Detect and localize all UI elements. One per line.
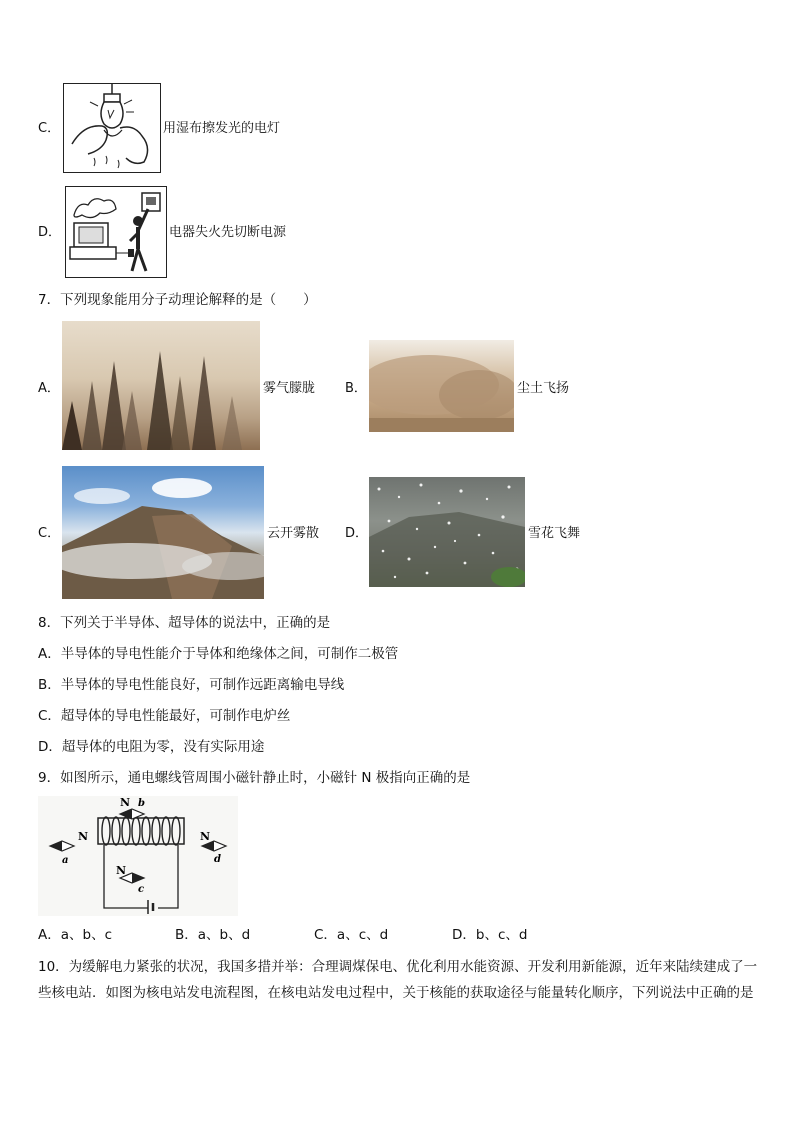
q9-stem: 9．如图所示，通电螺线管周围小磁针静止时，小磁针 N 极指向正确的是 <box>38 770 471 786</box>
hand-wiping-lamp-illustration <box>64 84 160 172</box>
forest-silhouette-icon <box>62 321 260 450</box>
q7-option-b-letter: B． <box>345 381 367 396</box>
snowflakes-icon <box>369 477 525 587</box>
q9-option-a: A．a、b、c <box>38 927 112 943</box>
q9-option-d: D．b、c、d <box>452 927 528 943</box>
q6-option-c-image <box>63 83 161 173</box>
q7-option-a-text: 雾气朦胧 <box>263 381 316 396</box>
q7-option-c-image-clouds-mountain <box>62 466 264 599</box>
person-switching-off-power-illustration <box>66 187 166 277</box>
q8-option-b: B．半导体的导电性能良好，可制作远距离输电导线 <box>38 677 345 693</box>
q9-solenoid-figure <box>38 796 238 916</box>
q9-n-label-c: N <box>116 864 127 877</box>
q7-option-d-letter: D． <box>345 526 369 541</box>
q6-option-d-text: 电器失火先切断电源 <box>169 225 287 240</box>
q7-stem: 7．下列现象能用分子动理论解释的是（ ） <box>38 292 317 308</box>
q7-option-d-text: 雪花飞舞 <box>528 526 581 541</box>
q6-option-c-letter: C． <box>38 121 61 136</box>
q9-label-b: b <box>138 798 145 809</box>
q9-option-b: B．a、b、d <box>175 927 251 943</box>
q9-n-label-right: N <box>200 830 211 843</box>
q6-option-d-image <box>65 186 167 278</box>
q6-option-c-text: 用湿布擦发光的电灯 <box>163 121 281 136</box>
q9-n-label-b: N <box>120 796 131 809</box>
q8-stem: 8．下列关于半导体、超导体的说法中，正确的是 <box>38 615 331 631</box>
q9-label-a: a <box>62 855 69 866</box>
solenoid-compass-diagram <box>38 796 238 916</box>
q6-option-d-letter: D． <box>38 225 62 240</box>
q9-label-d: d <box>214 854 221 865</box>
q7-option-d-image-snowflakes <box>369 477 525 587</box>
dust-cloud-icon <box>369 340 514 432</box>
q7-option-c-letter: C． <box>38 526 61 541</box>
q10-stem: 10．为缓解电力紧张的状况，我国多措并举：合理调煤保电、优化利用水能资源、开发利用新能源，近年来陆续建成了一些核电站．如图为核电站发电流程图，在核电站发电过程中，关于核能的获取途径与能量转化顺序，下列说法中正确的是 <box>38 959 758 1001</box>
mountain-clouds-icon <box>62 466 264 599</box>
q8-option-d: D．超导体的电阻为零，没有实际用途 <box>38 739 265 755</box>
q7-option-b-text: 尘土飞扬 <box>517 381 570 396</box>
q7-option-a-image-fog-forest <box>62 321 260 450</box>
q8-option-c: C．超导体的导电性能最好，可制作电炉丝 <box>38 708 291 724</box>
q7-option-a-letter: A． <box>38 381 60 396</box>
q7-option-b-image-dust-storm <box>369 340 514 432</box>
q9-n-label-left: N <box>78 830 89 843</box>
q9-option-c: C．a、c、d <box>314 927 389 943</box>
q9-label-c: c <box>138 884 145 895</box>
q7-option-c-text: 云开雾散 <box>267 526 320 541</box>
q8-option-a: A．半导体的导电性能介于导体和绝缘体之间，可制作二极管 <box>38 646 399 662</box>
